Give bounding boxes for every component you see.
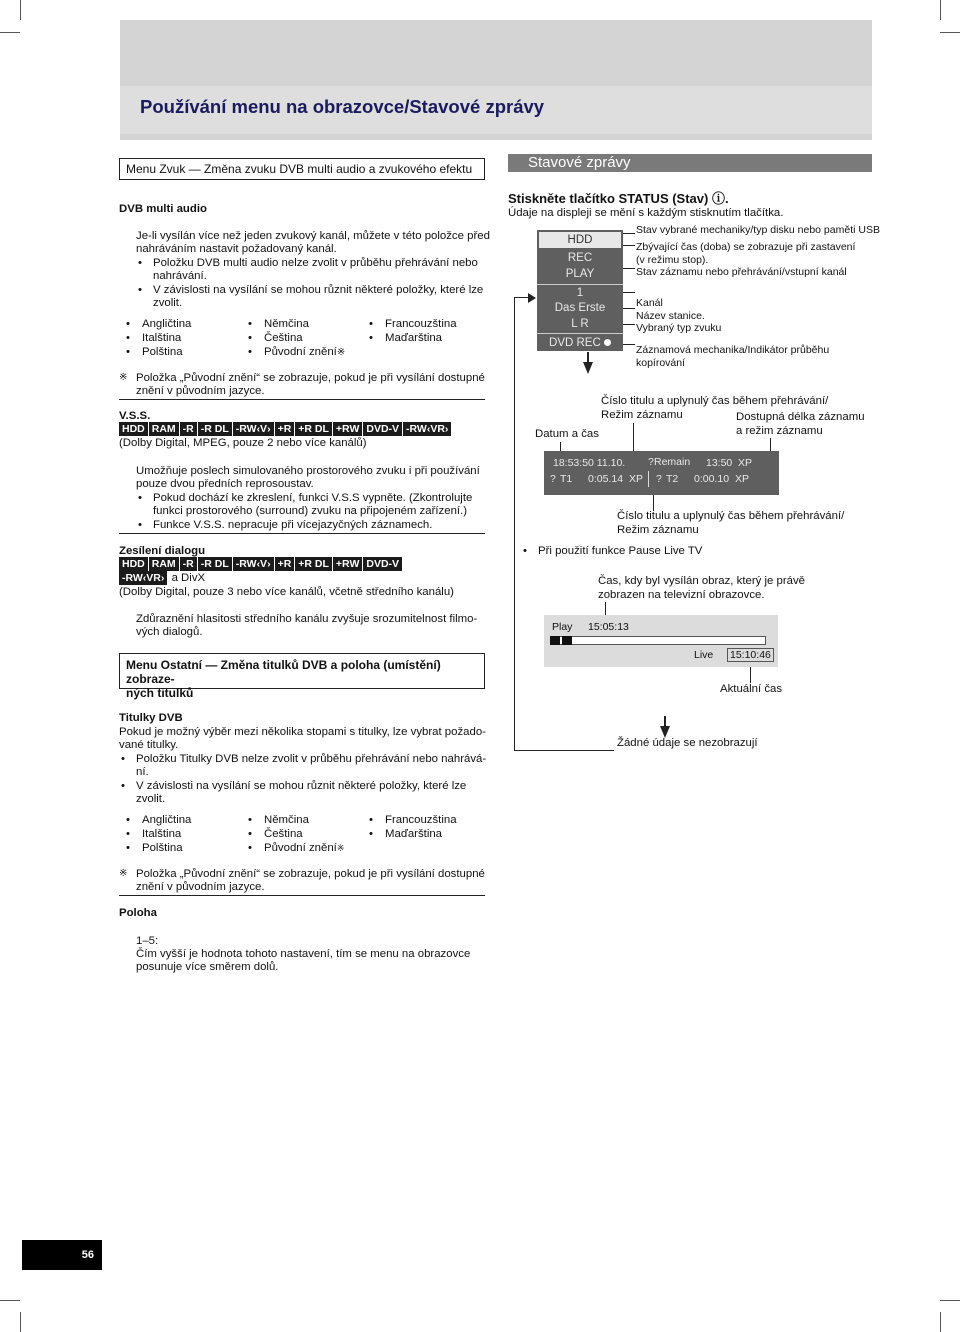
language-option: • Francouzština (385, 317, 457, 331)
annotation-current-time: Aktuální čas (720, 683, 783, 695)
menu-ostatni-heading-line2: ných titulků (126, 686, 194, 700)
live-label: Live (694, 649, 714, 661)
dvb-paragraph-cont: nahráváním nastavit požadovaný kanál. (136, 243, 337, 255)
disc-badge: -R DL (198, 557, 232, 571)
disc-badge: -R (180, 557, 197, 571)
vss-paragraph-cont: pouze dvou předních reprosoustav. (136, 478, 314, 490)
disc-badge: -RW‹VR› (403, 422, 451, 436)
callout-line (750, 667, 751, 683)
pause-live-tv-bullet: • Při použití funkce Pause Live TV (538, 544, 702, 558)
pause-progress-fill (562, 636, 572, 645)
footnote-original-audio-cont: znění v původním jazyce. (136, 385, 265, 397)
osd-date-time: 18:53:50 11.10. (553, 457, 626, 469)
osd-drive-hdd: HDD (539, 232, 621, 248)
annotation-remaining-time-cont: (v režimu stop). (636, 254, 709, 266)
disc-badge: +R (275, 422, 295, 436)
vss-subtitle: (Dolby Digital, MPEG, pouze 2 nebo více kanálů) (119, 437, 367, 449)
osd-question-mark: ? (648, 456, 654, 468)
language-option: • Angličtina (142, 317, 191, 331)
osd-play: PLAY (565, 268, 595, 280)
subtitles-bullet-2: • V závislosti na vysílání se mohou různit některé položky, které lze (136, 779, 466, 793)
arrow-right-icon (528, 293, 536, 303)
disc-badge: +R (275, 557, 295, 571)
footnote-original-audio: Položka „Původní znění“ se zobrazuje, pokud je při vysílání dostupné (136, 372, 485, 384)
osd-dvd-rec-label: DVD REC (549, 337, 601, 349)
menu-zvuk-heading: Menu Zvuk — Změna zvuku DVB multi audio a zvukového efektu (119, 158, 485, 180)
vss-disc-badges (119, 422, 452, 436)
dvb-multi-audio-title: DVB multi audio (119, 203, 207, 215)
crop-mark (0, 1300, 20, 1301)
pause-play-label: Play (552, 621, 573, 633)
title-band (120, 20, 872, 140)
annotation-drive-status: Stav vybrané mechaniky/typ disku nebo paměti USB (636, 224, 880, 236)
language-option: • Čeština (264, 827, 303, 841)
crop-mark (940, 32, 960, 33)
disc-badge: -R (180, 422, 197, 436)
status-osd-time-panel (544, 451, 779, 495)
language-option-label: Původní znění (264, 346, 337, 358)
live-time: 15:10:46 (727, 648, 774, 662)
dialog-boost-title: Zesílení dialogu (119, 545, 206, 557)
pause-progress-bar (550, 636, 766, 645)
record-dot-icon (604, 339, 611, 346)
subtitles-paragraph: Pokud je možný výběr mezi několika stopami s titulky, lze vybrat požado- (119, 726, 486, 738)
annotation-remaining-time: Zbývající čas (doba) se zobrazuje při zastavení (636, 241, 856, 253)
subtitles-bullet-1: • Položku Titulky DVB nelze zvolit v průběhu přehrávání nebo nahrává- (136, 752, 486, 766)
language-option: • Polština (142, 841, 183, 855)
annotation-title-elapsed-cont: Režim záznamu (601, 409, 683, 421)
disc-badge: -RW‹V› (233, 557, 274, 571)
flow-line (514, 446, 515, 751)
flow-line (514, 750, 614, 751)
callout-line (623, 308, 635, 309)
crop-mark (940, 0, 941, 20)
flow-line (514, 297, 515, 447)
divider (119, 533, 485, 534)
footnote-original-audio: Položka „Původní znění“ se zobrazuje, pokud je při vysílání dostupné (136, 868, 485, 880)
subtitles-bullet-1-cont: ní. (136, 766, 149, 778)
language-option: • Maďaršt​ina (385, 331, 442, 345)
dvb-bullet-2-cont: zvolit. (153, 297, 183, 309)
disc-badge: RAM (149, 557, 179, 571)
language-option (264, 345, 345, 360)
annotation-title-elapsed: Číslo titulu a uplynulý čas během přehrávání/ (601, 395, 829, 407)
callout-line (623, 292, 635, 293)
osd-separator (537, 284, 623, 285)
vss-bullet-1-cont: funkci prostorového (surround) zvuku na připojeném zařízení.) (153, 505, 468, 517)
osd-title-2-time: 0:00.10 (694, 473, 730, 485)
disc-badge: +RW (333, 557, 362, 571)
vss-bullet-1: • Pokud dochází ke zkreslení, funkci V.S.S vypněte. (Zkontrolujte (153, 491, 472, 505)
annotation-rec-drive: Záznamová mechanika/Indikátor průběhu (636, 344, 830, 356)
osd-title-2: T2 (666, 473, 679, 485)
osd-remain-time: 13:50 (706, 457, 733, 469)
disc-badge: DVD-V (363, 422, 402, 436)
vss-bullet-2: • Funkce V.S.S. nepracuje při vícejazyčných záznamech. (153, 518, 432, 532)
dialog-boost-disc-badges (119, 557, 403, 571)
osd-remain-mode: XP (738, 457, 753, 469)
crop-mark (0, 32, 20, 33)
osd-divider (648, 471, 652, 487)
osd-separator (537, 333, 623, 334)
osd-remain-label: Remain (654, 456, 691, 468)
language-option: • Čeština (264, 331, 303, 345)
language-option (264, 841, 344, 855)
disc-badge: -RW‹V› (233, 422, 274, 436)
osd-rec: REC (567, 252, 593, 264)
osd-station: Das Erste (554, 302, 606, 314)
annotation-available-time-cont: a režim záznamu (736, 425, 823, 437)
disc-badge: +R DL (295, 557, 332, 571)
status-instruction-sub: Údaje na displeji se mění s každým stisknutím tlačítka. (508, 207, 784, 219)
osd-question-mark: ? (656, 473, 662, 485)
annotation-station-name: Název stanice. (636, 310, 705, 322)
subtitles-dvb-title: Titulky DVB (119, 712, 183, 724)
language-option: • Italština (142, 331, 181, 345)
annotation-broadcast-time-cont: zobrazen na televizní obrazovce. (598, 589, 765, 601)
dialog-boost-paragraph: Zdůraznění hlasitosti středního kanálu zvyšuje srozumitelnost filmo- (136, 613, 478, 625)
status-messages-section-bar (508, 154, 872, 172)
language-option: • Angličtina (142, 813, 191, 827)
menu-ostatni-heading-line1: Menu Ostatní — Změna titulků DVB a poloha (umístění) zobraze- (126, 658, 441, 686)
language-option: • Francouzština (385, 813, 457, 827)
disc-badge: +R DL (295, 422, 332, 436)
dialog-boost-paragraph-cont: vých dialogů. (136, 626, 203, 638)
subtitles-paragraph-cont: vané titulky. (119, 739, 179, 751)
dialog-boost-subtitle: (Dolby Digital, pouze 3 nebo více kanálů, včetně středního kanálu) (119, 586, 454, 598)
annotation-channel: Kanál (636, 297, 663, 309)
status-osd-panel (537, 230, 623, 351)
disc-badge: -R DL (198, 422, 232, 436)
disc-badge: DVD-V (363, 557, 402, 571)
callout-line (623, 268, 635, 269)
callout-line (770, 438, 771, 452)
annotation-date-time: Datum a čas (535, 428, 599, 440)
osd-title-1: T1 (560, 473, 573, 485)
dvb-paragraph: Je-li vysílán více než jeden zvukový kanál, můžete v této položce před (136, 230, 490, 242)
position-range: 1–5: (136, 935, 159, 947)
page-title: Používání menu na obrazovce/Stavové zprávy (140, 96, 545, 117)
note-mark-icon: ※ (336, 843, 345, 853)
osd-title-1-time: 0:05.14 (588, 473, 624, 485)
disc-badge: +RW (333, 422, 362, 436)
vss-paragraph: Umožňuje poslech simulovaného prostorového zvuku i při používání (136, 465, 480, 477)
note-mark-icon: ※ (336, 347, 346, 358)
dialog-boost-badges-line2 (119, 571, 205, 585)
language-option-label: Původní znění (264, 842, 337, 854)
osd-dvd-rec (537, 335, 623, 351)
annotation-no-info: Žádné údaje se nezobrazují (617, 737, 758, 749)
status-instruction-title: Stiskněte tlačítko STATUS (Stav) ⓘ. (508, 191, 729, 206)
disc-badge: HDD (119, 557, 148, 571)
menu-ostatni-heading (119, 653, 485, 700)
note-mark-icon: ※ (119, 372, 128, 383)
pause-live-tv-panel (544, 615, 778, 667)
divider (119, 399, 485, 400)
annotation-title-elapsed-2: Číslo titulu a uplynulý čas během přehrávání/ (617, 510, 845, 522)
language-option: • Polština (142, 345, 183, 359)
callout-line (623, 344, 635, 345)
language-option: • Maďaršt​ina (385, 827, 442, 841)
disc-badge: RAM (149, 422, 179, 436)
dvb-bullet-1-cont: nahrávání. (153, 270, 207, 282)
annotation-available-time: Dostupná délka záznamu (736, 411, 865, 423)
pause-play-time: 15:05:13 (588, 621, 629, 633)
osd-audio: L R (571, 318, 589, 330)
annotation-audio-type: Vybraný typ zvuku (636, 322, 722, 334)
language-option: • Italština (142, 827, 181, 841)
osd-channel: 1 (576, 287, 584, 299)
annotation-rec-drive-cont: kopírování (636, 357, 686, 369)
page-number: 56 (81, 1249, 94, 1261)
crop-mark (20, 0, 21, 20)
position-paragraph-cont: posunuje více směrem dolů. (136, 961, 279, 973)
divx-label: a DivX (171, 572, 206, 584)
callout-line (623, 245, 635, 246)
crop-mark (20, 1312, 21, 1332)
note-mark-icon: ※ (119, 868, 128, 879)
divider (119, 895, 485, 896)
page-number-box (22, 1240, 102, 1270)
osd-question-mark: ? (550, 473, 556, 485)
dvb-bullet-1: • Položku DVB multi audio nelze zvolit v průběhu přehrávání nebo (153, 256, 478, 270)
position-title: Poloha (119, 907, 157, 919)
language-option: • Němčina (264, 317, 309, 331)
disc-badge: HDD (119, 422, 148, 436)
disc-badge: -RW‹VR› (119, 571, 167, 585)
language-option: • Němčina (264, 813, 309, 827)
annotation-title-elapsed-2-cont: Režim záznamu (617, 524, 699, 536)
pause-progress-fill (550, 636, 560, 645)
vss-title: V.S.S. (119, 410, 151, 422)
flow-line (587, 352, 589, 364)
section-title: Stavové zprávy (528, 154, 631, 171)
subtitles-bullet-2-cont: zvolit. (136, 793, 166, 805)
osd-title-1-mode: XP (629, 473, 644, 485)
annotation-rec-play-status: Stav záznamu nebo přehrávání/vstupní kanál (636, 266, 847, 278)
crop-mark (940, 1312, 941, 1332)
crop-mark (940, 1300, 960, 1301)
footnote-original-audio-cont: znění v původním jazyce. (136, 881, 265, 893)
osd-title-2-mode: XP (735, 473, 750, 485)
callout-line (623, 324, 635, 325)
callout-line (623, 233, 635, 234)
annotation-broadcast-time: Čas, kdy byl vysílán obraz, který je právě (598, 575, 806, 587)
dvb-bullet-2: • V závislosti na vysílání se mohou různit některé položky, které lze (153, 283, 483, 297)
title-strip (120, 86, 872, 134)
position-paragraph: Čím vyšší je hodnota tohoto nastavení, tím se menu na obrazovce (136, 948, 471, 960)
